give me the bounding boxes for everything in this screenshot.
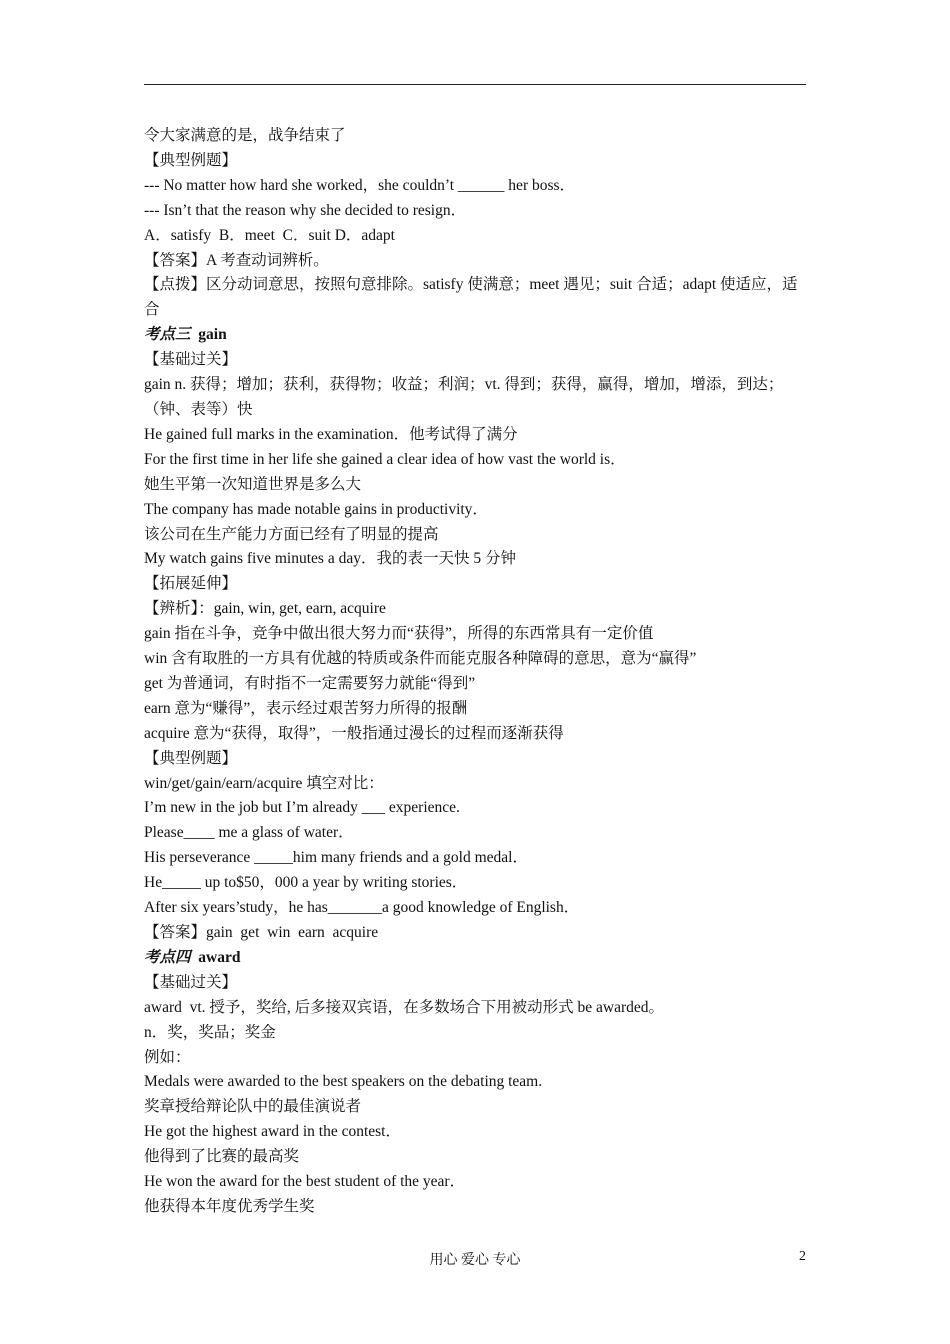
text-line: He_____ up to$50，000 a year by writing stories． xyxy=(144,874,468,892)
footer-motto: 用心 爱心 专心 xyxy=(429,1253,521,1268)
text-line: award vt. 授予，奖给, 后多接双宾语，在多数场合下用被动形式 be awarded。 xyxy=(144,998,665,1016)
text-line: 他获得本年度优秀学生奖 xyxy=(144,1197,315,1215)
text-line: gain 指在斗争，竞争中做出很大努力而“获得”，所得的东西常具有一定价值 xyxy=(144,625,654,643)
text-line: After six years’study，he has_______a good knowledge of English． xyxy=(144,899,580,917)
text-line: acquire 意为“获得，取得”，一般指通过漫长的过程而逐渐获得 xyxy=(144,724,564,742)
text-line: My watch gains five minutes a day．我的表一天快 5 分钟 xyxy=(144,550,516,568)
text-line: 他得到了比赛的最高奖 xyxy=(144,1148,300,1166)
text-line: Medals were awarded to the best speakers on the debating team. xyxy=(144,1073,543,1091)
page-number: 2 xyxy=(799,1249,806,1264)
text-line: 令大家满意的是，战争结束了 xyxy=(144,127,346,144)
text-line: 她生平第一次知道世界是多么大 xyxy=(144,475,362,493)
header-rule xyxy=(144,84,806,85)
text-line: --- Isn’t that the reason why she decided to resign． xyxy=(144,201,467,219)
text-line: 例如： xyxy=(144,1048,191,1066)
text-line: 【拓展延伸】 xyxy=(144,575,238,593)
document-body xyxy=(144,124,808,1220)
section-heading-word: award xyxy=(190,948,241,966)
text-line: A．satisfy B．meet C．suit D．adapt xyxy=(144,226,395,244)
text-line: His perseverance _____him many friends and a gold medal． xyxy=(144,849,528,867)
section-heading-label: 考点三 xyxy=(144,326,191,344)
text-line: For the first time in her life she gained a clear idea of how vast the world is． xyxy=(144,450,626,468)
text-line: 【辨析】：gain, win, get, earn, acquire xyxy=(144,600,386,618)
section-heading xyxy=(144,323,808,348)
text-line: Please____ me a glass of water． xyxy=(144,824,354,842)
section-heading xyxy=(144,946,808,971)
text-line: gain n. 获得；增加；获利，获得物；收益；利润；vt. 得到；获得，赢得，增加，增添，到达；（钟、表等）快 xyxy=(144,376,784,418)
text-line: He got the highest award in the contest． xyxy=(144,1123,401,1141)
text-line: I’m new in the job but I’m already ___ experience. xyxy=(144,799,460,817)
text-line: 【基础过关】 xyxy=(144,351,238,369)
text-line: 奖章授给辩论队中的最佳演说者 xyxy=(144,1098,362,1116)
text-line: win/get/gain/earn/acquire 填空对比： xyxy=(144,774,384,792)
text-line: The company has made notable gains in productivity． xyxy=(144,500,488,518)
section-heading-label: 考点四 xyxy=(144,948,191,966)
text-line: He gained full marks in the examination．他考试得了满分 xyxy=(144,425,518,443)
text-line: --- No matter how hard she worked，she couldn’t ______ her boss． xyxy=(144,176,576,194)
text-line: 【答案】gain get win earn acquire xyxy=(144,924,379,941)
text-line: 【答案】A 考查动词辨析。 xyxy=(144,251,329,269)
text-line: 【典型例题】 xyxy=(144,151,238,169)
text-line: earn 意为“赚得”，表示经过艰苦努力所得的报酬 xyxy=(144,699,468,717)
text-line: get 为普通词，有时指不一定需要努力就能“得到” xyxy=(144,674,476,692)
text-line: 【点拨】区分动词意思，按照句意排除。satisfy 使满意；meet 遇见；suit 合适；adapt 使适应，适合 xyxy=(144,276,798,319)
text-line: He won the award for the best student of the year． xyxy=(144,1173,466,1191)
text-line: win 含有取胜的一方具有优越的特质或条件而能克服各种障碍的意思，意为“赢得” xyxy=(144,650,697,668)
text-line: n．奖，奖品；奖金 xyxy=(144,1023,276,1041)
text-line: 【典型例题】 xyxy=(144,749,238,767)
text-line: 【基础过关】 xyxy=(144,973,238,991)
section-heading-word: gain xyxy=(190,326,227,344)
text-line: 该公司在生产能力方面已经有了明显的提高 xyxy=(144,525,439,543)
